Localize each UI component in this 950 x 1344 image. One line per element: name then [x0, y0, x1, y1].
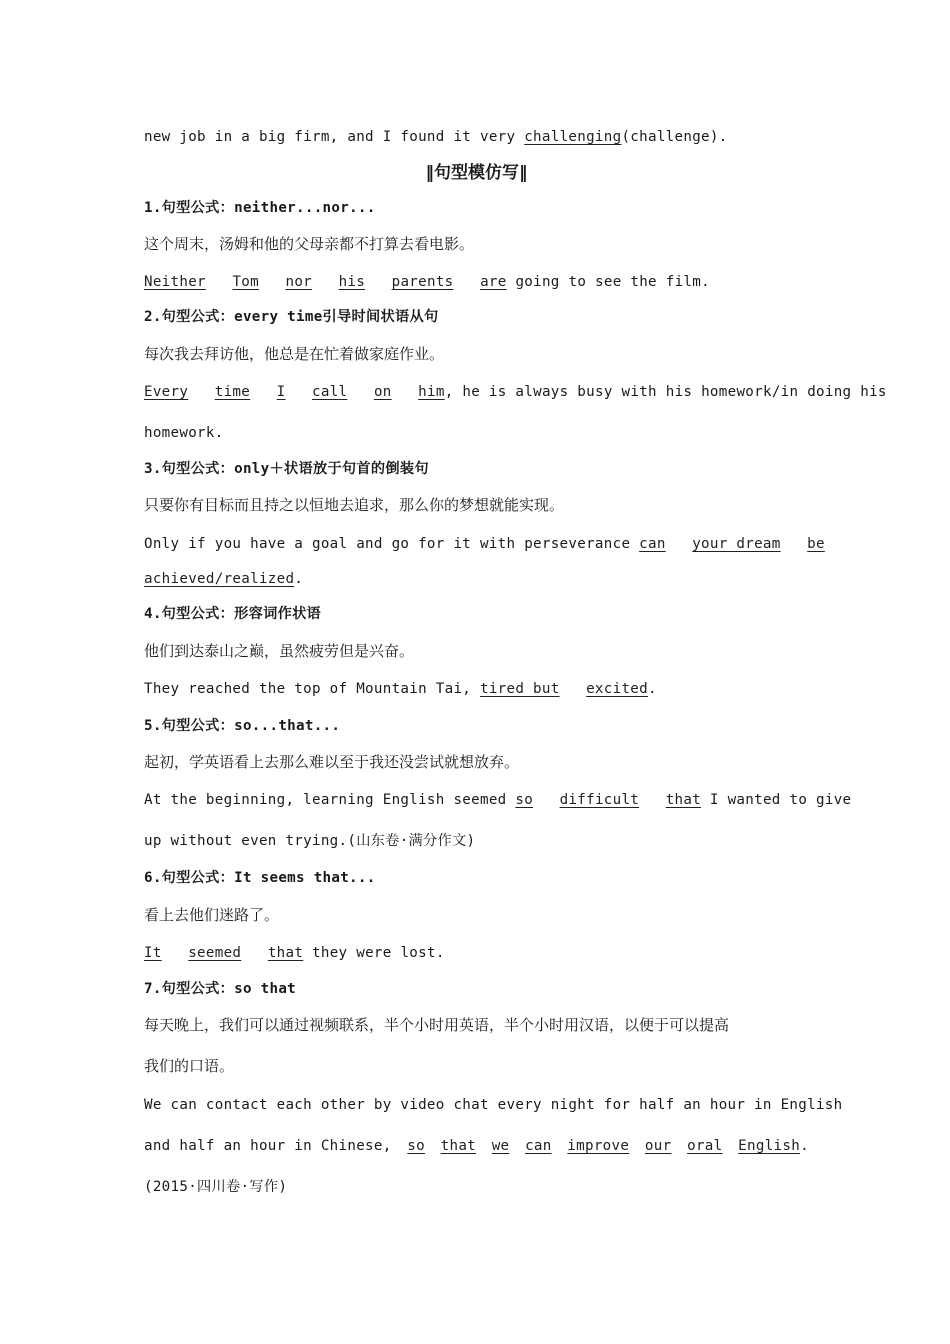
answer-word: Tom	[232, 274, 259, 290]
answer-word: him	[418, 384, 445, 400]
item-2-pattern: 2.句型公式：every time引导时间状语从句	[144, 309, 439, 325]
item-5-pattern: 5.句型公式：so...that...	[144, 718, 341, 734]
answer-word: so	[407, 1138, 425, 1154]
item-7-source: (2015·四川卷·写作)	[144, 1179, 288, 1195]
answer-word: your dream	[692, 536, 781, 552]
item-3-lead: Only if you have a goal and go for it with perseverance	[144, 536, 631, 552]
item-4-english	[144, 679, 809, 699]
item-2-english	[144, 382, 887, 402]
answer-word: his	[338, 274, 366, 290]
answer-word: so	[515, 792, 534, 808]
item-1-chinese: 这个周末，汤姆和他的父母亲都不打算去看电影。	[144, 235, 475, 253]
answer-word: that	[267, 945, 304, 961]
answer-word: that	[440, 1138, 477, 1154]
item-2-chinese: 每次我去拜访他，他总是在忙着做家庭作业。	[144, 345, 445, 363]
answer-word: seemed	[188, 945, 242, 961]
answer-word: tired but	[479, 681, 560, 697]
answer-word: on	[373, 384, 392, 400]
answer-word: call	[312, 384, 348, 400]
answer-word: our	[644, 1138, 672, 1154]
answer-word: improve	[567, 1138, 630, 1154]
item-4-rest: .	[648, 681, 657, 697]
item-2-rest: , he is always busy with his homework/in doing his	[444, 384, 887, 400]
answer-word: achieved/realized	[144, 571, 295, 587]
item-7-english-1: We can contact each other by video chat every night for half an hour in English	[144, 1097, 843, 1113]
intro-text: new job in a big firm, and I found it very	[144, 129, 525, 145]
answer-word: time	[214, 384, 251, 400]
item-7-english-2	[144, 1136, 809, 1156]
answer-word: Neither	[144, 274, 206, 290]
answer-word: Every	[144, 384, 189, 400]
item-4-lead: They reached the top of Mountain Tai,	[144, 681, 480, 697]
item-5-chinese: 起初，学英语看上去那么难以至于我还没尝试就想放弃。	[144, 753, 520, 771]
item-3-pattern: 3.句型公式：only＋状语放于句首的倒装句	[144, 461, 429, 477]
item-7-rest: .	[800, 1138, 809, 1154]
answer-word: excited	[586, 681, 648, 697]
item-7-lead: and half an hour in Chinese,	[144, 1138, 392, 1154]
answer-word: we	[491, 1138, 510, 1154]
answer-word: difficult	[559, 792, 640, 808]
item-1-pattern: 1.句型公式：neither...nor...	[144, 200, 376, 216]
item-3-english	[144, 534, 825, 554]
answer-word: can	[639, 536, 666, 552]
answer-word: English	[738, 1138, 801, 1154]
item-5-english	[144, 790, 852, 810]
intro-line	[144, 127, 809, 147]
answer-word: parents	[391, 274, 454, 290]
item-3-chinese: 只要你有目标而且持之以恒地去追求，那么你的梦想就能实现。	[144, 496, 565, 514]
answer-word: that	[665, 792, 702, 808]
item-7-chinese-1: 每天晚上，我们可以通过视频联系，半个小时用英语，半个小时用汉语，以便于可以提高	[144, 1016, 730, 1034]
intro-suffix: (challenge).	[621, 129, 728, 145]
item-5-rest: I wanted to give	[709, 792, 852, 808]
item-5-lead: At the beginning, learning English seemed	[144, 792, 507, 808]
intro-answer: challenging	[524, 129, 622, 145]
item-6-rest: they were lost.	[312, 945, 445, 961]
item-3-rest: .	[294, 571, 304, 587]
item-7-chinese-2: 我们的口语。	[144, 1057, 235, 1075]
item-2-english-cont: homework.	[144, 425, 224, 441]
answer-word: It	[144, 945, 162, 961]
item-4-pattern: 4.句型公式：形容词作状语	[144, 606, 322, 622]
item-6-chinese: 看上去他们迷路了。	[144, 906, 280, 924]
answer-word: can	[525, 1138, 552, 1154]
answer-word: are	[480, 274, 507, 290]
answer-word: nor	[285, 274, 313, 290]
item-3-english-cont	[144, 569, 809, 589]
answer-word: oral	[687, 1138, 723, 1154]
section-title: ‖句型模仿写‖	[425, 163, 528, 183]
item-1-rest: going to see the film.	[515, 274, 710, 290]
answer-word: I	[276, 384, 286, 400]
answer-word: be	[807, 536, 825, 552]
item-1-english	[144, 272, 809, 292]
item-6-pattern: 6.句型公式：It seems that...	[144, 870, 376, 886]
item-5-english-cont: up without even trying.(山东卷·满分作文)	[144, 833, 476, 849]
item-7-pattern: 7.句型公式：so that	[144, 981, 297, 997]
item-6-english	[144, 943, 809, 963]
item-4-chinese: 他们到达泰山之巅，虽然疲劳但是兴奋。	[144, 642, 415, 660]
